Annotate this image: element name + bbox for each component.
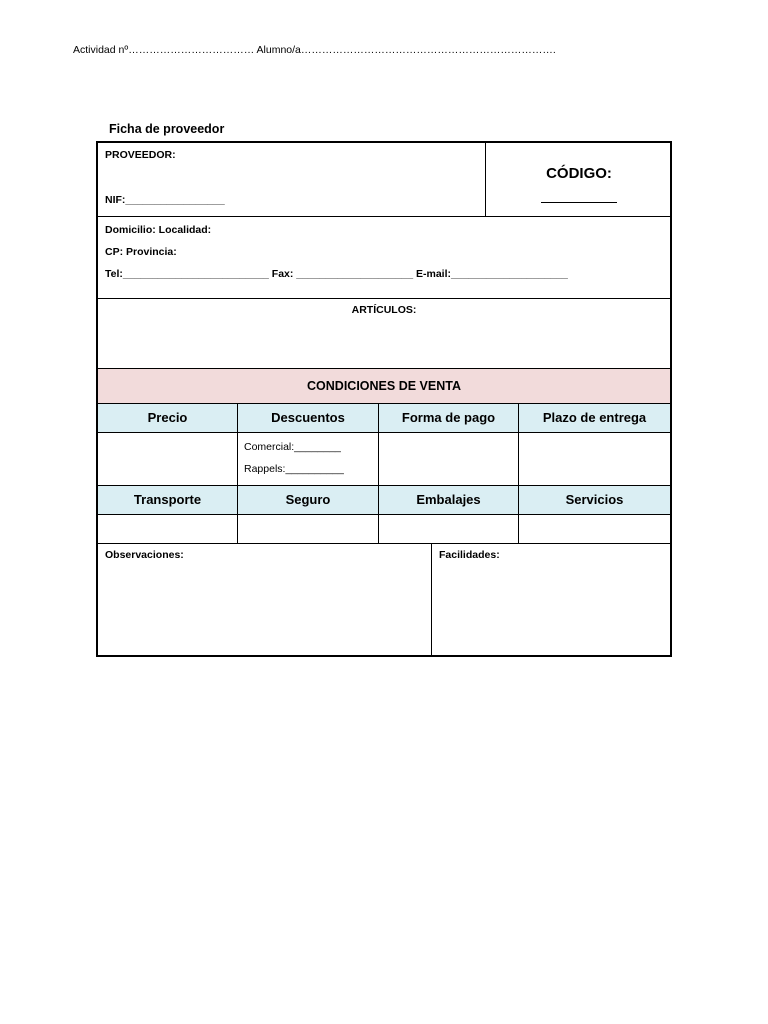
precio-header: Precio (98, 404, 238, 432)
descuentos-header: Descuentos (238, 404, 379, 432)
plazo-de-entrega-header: Plazo de entrega (519, 404, 670, 432)
observaciones-label: Observaciones: (105, 549, 184, 561)
seguro-header: Seguro (238, 486, 379, 514)
forma-de-pago-cell[interactable] (379, 433, 519, 485)
address-row (98, 216, 670, 298)
servicios-header: Servicios (519, 486, 670, 514)
observaciones-box[interactable] (98, 544, 432, 655)
activity-student-line: Actividad nº……………………………… Alumno/a………………………………………………………………. (73, 44, 556, 56)
precio-cell[interactable] (98, 433, 238, 485)
conditions-value-row-2 (98, 514, 670, 543)
embalajes-cell[interactable] (379, 515, 519, 543)
proveedor-label: PROVEEDOR: (105, 149, 176, 161)
forma-de-pago-header: Forma de pago (379, 404, 519, 432)
conditions-header-row-1 (98, 403, 670, 432)
rappels-field[interactable]: Rappels:__________ (244, 463, 344, 475)
embalajes-header: Embalajes (379, 486, 519, 514)
facilidades-label: Facilidades: (439, 549, 500, 561)
transporte-cell[interactable] (98, 515, 238, 543)
domicilio-label[interactable]: Domicilio: Localidad: (105, 224, 212, 236)
articles-row[interactable] (98, 298, 670, 368)
conditions-header-row-2 (98, 485, 670, 514)
supplier-form (96, 141, 672, 657)
descuentos-cell[interactable] (238, 433, 379, 485)
codigo-label: CÓDIGO: (546, 165, 612, 182)
facilidades-box[interactable] (432, 544, 670, 655)
contact-line[interactable]: Tel:_________________________ Fax: ____________________ E-mail:____________________ (105, 268, 568, 280)
articulos-label: ARTÍCULOS: (351, 304, 417, 316)
cp-provincia-label[interactable]: CP: Provincia: (105, 246, 177, 258)
servicios-cell[interactable] (519, 515, 670, 543)
supplier-row (98, 143, 670, 216)
seguro-cell[interactable] (238, 515, 379, 543)
codigo-box (485, 143, 672, 216)
nif-field[interactable]: NIF:_________________ (105, 194, 225, 206)
plazo-de-entrega-cell[interactable] (519, 433, 670, 485)
codigo-field[interactable] (541, 202, 617, 203)
conditions-value-row-1 (98, 432, 670, 485)
comercial-field[interactable]: Comercial:________ (244, 441, 341, 453)
form-title: Ficha de proveedor (109, 122, 225, 136)
notes-row (98, 543, 670, 655)
condiciones-banner: CONDICIONES DE VENTA (98, 368, 670, 403)
transporte-header: Transporte (98, 486, 238, 514)
